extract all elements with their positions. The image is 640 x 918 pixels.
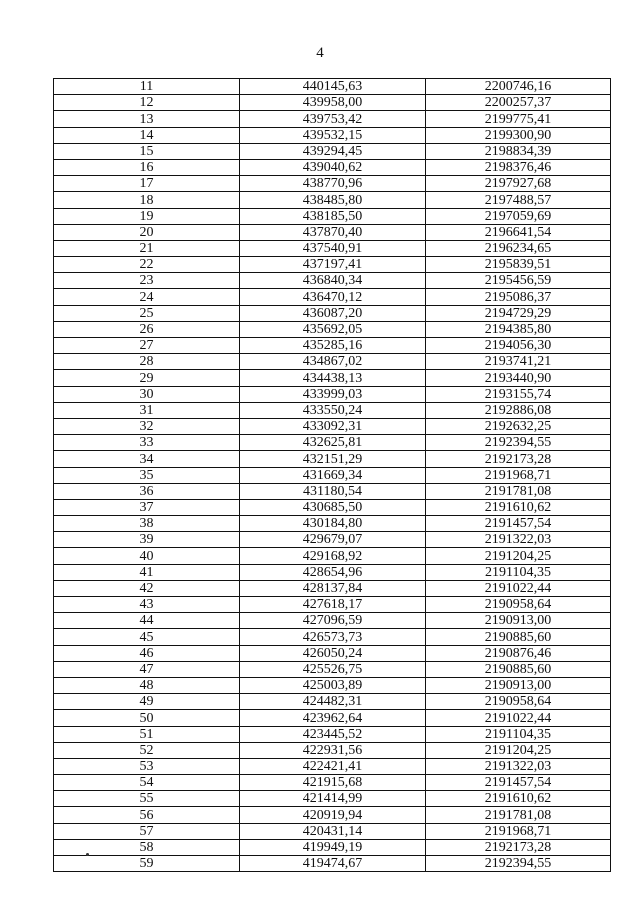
point-number-cell: 30 [54, 386, 240, 402]
x-coordinate-cell: 424482,31 [240, 694, 426, 710]
table-row [54, 159, 611, 175]
x-coordinate-cell: 423445,52 [240, 726, 426, 742]
y-coordinate-cell: 2192394,55 [426, 856, 611, 872]
x-coordinate-cell: 422931,56 [240, 742, 426, 758]
table-row [54, 321, 611, 337]
point-number-cell: 17 [54, 176, 240, 192]
table-row [54, 580, 611, 596]
x-coordinate-cell: 425003,89 [240, 677, 426, 693]
table-row [54, 597, 611, 613]
point-number-cell: 31 [54, 402, 240, 418]
x-coordinate-cell: 438485,80 [240, 192, 426, 208]
point-number-cell: 42 [54, 580, 240, 596]
y-coordinate-cell: 2190958,64 [426, 694, 611, 710]
x-coordinate-cell: 421414,99 [240, 791, 426, 807]
table-row [54, 839, 611, 855]
y-coordinate-cell: 2193741,21 [426, 354, 611, 370]
point-number-cell: 50 [54, 710, 240, 726]
point-number-cell: 33 [54, 435, 240, 451]
x-coordinate-cell: 439532,15 [240, 127, 426, 143]
y-coordinate-cell: 2195086,37 [426, 289, 611, 305]
x-coordinate-cell: 437870,40 [240, 224, 426, 240]
y-coordinate-cell: 2191104,35 [426, 564, 611, 580]
coordinates-table [53, 78, 611, 872]
x-coordinate-cell: 425526,75 [240, 661, 426, 677]
y-coordinate-cell: 2197927,68 [426, 176, 611, 192]
x-coordinate-cell: 419474,67 [240, 856, 426, 872]
point-number-cell: 29 [54, 370, 240, 386]
table-row [54, 273, 611, 289]
y-coordinate-cell: 2191022,44 [426, 710, 611, 726]
page-number: 4 [316, 45, 324, 61]
x-coordinate-cell: 427096,59 [240, 613, 426, 629]
x-coordinate-cell: 440145,63 [240, 79, 426, 95]
x-coordinate-cell: 431669,34 [240, 467, 426, 483]
point-number-cell: 36 [54, 483, 240, 499]
table-row [54, 386, 611, 402]
y-coordinate-cell: 2194729,29 [426, 305, 611, 321]
x-coordinate-cell: 436470,12 [240, 289, 426, 305]
point-number-cell: 46 [54, 645, 240, 661]
x-coordinate-cell: 433092,31 [240, 418, 426, 434]
table-row [54, 532, 611, 548]
table-row [54, 823, 611, 839]
table-row [54, 548, 611, 564]
x-coordinate-cell: 436840,34 [240, 273, 426, 289]
table-row [54, 418, 611, 434]
y-coordinate-cell: 2190885,60 [426, 629, 611, 645]
x-coordinate-cell: 429168,92 [240, 548, 426, 564]
x-coordinate-cell: 439753,42 [240, 111, 426, 127]
table-row [54, 677, 611, 693]
y-coordinate-cell: 2198834,39 [426, 143, 611, 159]
point-number-cell: 25 [54, 305, 240, 321]
table-row [54, 791, 611, 807]
y-coordinate-cell: 2193440,90 [426, 370, 611, 386]
y-coordinate-cell: 2191781,08 [426, 807, 611, 823]
table-row [54, 516, 611, 532]
point-number-cell: 16 [54, 159, 240, 175]
x-coordinate-cell: 432151,29 [240, 451, 426, 467]
y-coordinate-cell: 2200257,37 [426, 95, 611, 111]
x-coordinate-cell: 439958,00 [240, 95, 426, 111]
table-row [54, 742, 611, 758]
y-coordinate-cell: 2191204,25 [426, 548, 611, 564]
table-row [54, 305, 611, 321]
y-coordinate-cell: 2191204,25 [426, 742, 611, 758]
y-coordinate-cell: 2192632,25 [426, 418, 611, 434]
point-number-cell: 22 [54, 257, 240, 273]
point-number-cell: 19 [54, 208, 240, 224]
table-row [54, 694, 611, 710]
y-coordinate-cell: 2194385,80 [426, 321, 611, 337]
table-row [54, 499, 611, 515]
table-row [54, 176, 611, 192]
y-coordinate-cell: 2190958,64 [426, 597, 611, 613]
table-row [54, 257, 611, 273]
x-coordinate-cell: 437197,41 [240, 257, 426, 273]
point-number-cell: 58 [54, 839, 240, 855]
point-number-cell: 38 [54, 516, 240, 532]
y-coordinate-cell: 2191104,35 [426, 726, 611, 742]
x-coordinate-cell: 430685,50 [240, 499, 426, 515]
y-coordinate-cell: 2190876,46 [426, 645, 611, 661]
y-coordinate-cell: 2190913,00 [426, 677, 611, 693]
y-coordinate-cell: 2198376,46 [426, 159, 611, 175]
y-coordinate-cell: 2194056,30 [426, 338, 611, 354]
x-coordinate-cell: 428137,84 [240, 580, 426, 596]
point-number-cell: 59 [54, 856, 240, 872]
x-coordinate-cell: 438185,50 [240, 208, 426, 224]
y-coordinate-cell: 2191610,62 [426, 791, 611, 807]
x-coordinate-cell: 436087,20 [240, 305, 426, 321]
table-row [54, 111, 611, 127]
y-coordinate-cell: 2191781,08 [426, 483, 611, 499]
point-number-cell: 37 [54, 499, 240, 515]
point-number-cell: 15 [54, 143, 240, 159]
table-row [54, 483, 611, 499]
table-row [54, 224, 611, 240]
point-number-cell: 51 [54, 726, 240, 742]
table-row [54, 807, 611, 823]
x-coordinate-cell: 432625,81 [240, 435, 426, 451]
x-coordinate-cell: 426573,73 [240, 629, 426, 645]
point-number-cell: 28 [54, 354, 240, 370]
table-row [54, 726, 611, 742]
x-coordinate-cell: 433550,24 [240, 402, 426, 418]
point-number-cell: 23 [54, 273, 240, 289]
y-coordinate-cell: 2195456,59 [426, 273, 611, 289]
table-row [54, 613, 611, 629]
table-row [54, 758, 611, 774]
table-row [54, 95, 611, 111]
y-coordinate-cell: 2197488,57 [426, 192, 611, 208]
y-coordinate-cell: 2196234,65 [426, 240, 611, 256]
point-number-cell: 26 [54, 321, 240, 337]
x-coordinate-cell: 434438,13 [240, 370, 426, 386]
x-coordinate-cell: 422421,41 [240, 758, 426, 774]
point-number-cell: 57 [54, 823, 240, 839]
y-coordinate-cell: 2191322,03 [426, 532, 611, 548]
y-coordinate-cell: 2193155,74 [426, 386, 611, 402]
y-coordinate-cell: 2192173,28 [426, 839, 611, 855]
y-coordinate-cell: 2192394,55 [426, 435, 611, 451]
x-coordinate-cell: 433999,03 [240, 386, 426, 402]
y-coordinate-cell: 2192173,28 [426, 451, 611, 467]
point-number-cell: 14 [54, 127, 240, 143]
y-coordinate-cell: 2191457,54 [426, 516, 611, 532]
y-coordinate-cell: 2191322,03 [426, 758, 611, 774]
table-row [54, 208, 611, 224]
x-coordinate-cell: 420919,94 [240, 807, 426, 823]
table-row [54, 240, 611, 256]
point-number-cell: 45 [54, 629, 240, 645]
x-coordinate-cell: 438770,96 [240, 176, 426, 192]
table-row [54, 467, 611, 483]
point-number-cell: 24 [54, 289, 240, 305]
table-row [54, 775, 611, 791]
y-coordinate-cell: 2199300,90 [426, 127, 611, 143]
x-coordinate-cell: 428654,96 [240, 564, 426, 580]
table-row [54, 79, 611, 95]
y-coordinate-cell: 2190885,60 [426, 661, 611, 677]
point-number-cell: 32 [54, 418, 240, 434]
point-number-cell: 52 [54, 742, 240, 758]
table-row [54, 354, 611, 370]
table-row [54, 661, 611, 677]
table-row [54, 564, 611, 580]
table-row [54, 370, 611, 386]
x-coordinate-cell: 430184,80 [240, 516, 426, 532]
y-coordinate-cell: 2191968,71 [426, 823, 611, 839]
x-coordinate-cell: 431180,54 [240, 483, 426, 499]
x-coordinate-cell: 426050,24 [240, 645, 426, 661]
x-coordinate-cell: 437540,91 [240, 240, 426, 256]
table-row [54, 402, 611, 418]
x-coordinate-cell: 435285,16 [240, 338, 426, 354]
table-row [54, 856, 611, 872]
y-coordinate-cell: 2199775,41 [426, 111, 611, 127]
x-coordinate-cell: 419949,19 [240, 839, 426, 855]
point-number-cell: 12 [54, 95, 240, 111]
y-coordinate-cell: 2196641,54 [426, 224, 611, 240]
point-number-cell: 21 [54, 240, 240, 256]
point-number-cell: 55 [54, 791, 240, 807]
table-row [54, 192, 611, 208]
point-number-cell: 56 [54, 807, 240, 823]
point-number-cell: 35 [54, 467, 240, 483]
table-row [54, 127, 611, 143]
point-number-cell: 47 [54, 661, 240, 677]
point-number-cell: 49 [54, 694, 240, 710]
point-number-cell: 44 [54, 613, 240, 629]
point-number-cell: 39 [54, 532, 240, 548]
x-coordinate-cell: 439040,62 [240, 159, 426, 175]
point-number-cell: 43 [54, 597, 240, 613]
y-coordinate-cell: 2191968,71 [426, 467, 611, 483]
x-coordinate-cell: 420431,14 [240, 823, 426, 839]
y-coordinate-cell: 2191457,54 [426, 775, 611, 791]
x-coordinate-cell: 423962,64 [240, 710, 426, 726]
table-row [54, 710, 611, 726]
point-number-cell: 53 [54, 758, 240, 774]
y-coordinate-cell: 2190913,00 [426, 613, 611, 629]
table-row [54, 289, 611, 305]
point-number-cell: 11 [54, 79, 240, 95]
y-coordinate-cell: 2195839,51 [426, 257, 611, 273]
table-row [54, 645, 611, 661]
x-coordinate-cell: 435692,05 [240, 321, 426, 337]
table-row [54, 143, 611, 159]
y-coordinate-cell: 2191022,44 [426, 580, 611, 596]
point-number-cell: 34 [54, 451, 240, 467]
point-number-cell: 48 [54, 677, 240, 693]
y-coordinate-cell: 2197059,69 [426, 208, 611, 224]
y-coordinate-cell: 2200746,16 [426, 79, 611, 95]
x-coordinate-cell: 421915,68 [240, 775, 426, 791]
point-number-cell: 27 [54, 338, 240, 354]
y-coordinate-cell: 2192886,08 [426, 402, 611, 418]
table-row [54, 629, 611, 645]
point-number-cell: 13 [54, 111, 240, 127]
point-number-cell: 18 [54, 192, 240, 208]
x-coordinate-cell: 439294,45 [240, 143, 426, 159]
point-number-cell: 20 [54, 224, 240, 240]
point-number-cell: 41 [54, 564, 240, 580]
x-coordinate-cell: 434867,02 [240, 354, 426, 370]
point-number-cell: 54 [54, 775, 240, 791]
table-row [54, 338, 611, 354]
x-coordinate-cell: 427618,17 [240, 597, 426, 613]
stray-mark [86, 853, 89, 856]
table-row [54, 435, 611, 451]
coordinates-table-body [54, 79, 611, 872]
point-number-cell: 40 [54, 548, 240, 564]
x-coordinate-cell: 429679,07 [240, 532, 426, 548]
y-coordinate-cell: 2191610,62 [426, 499, 611, 515]
table-row [54, 451, 611, 467]
